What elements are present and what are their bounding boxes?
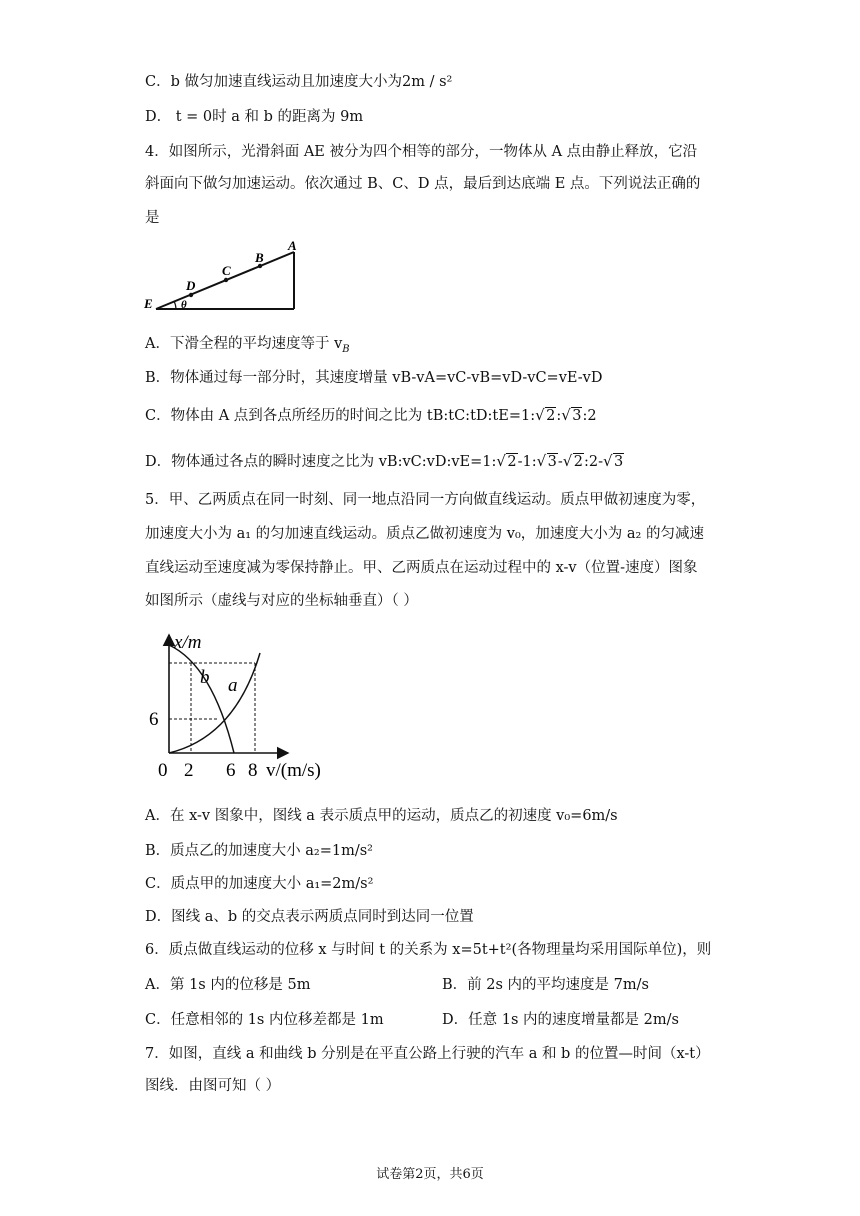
q5-x-axis-label: v/(m/s) [266,760,321,781]
q5-option-a: A．在 x-v 图象中，图线 a 表示质点甲的运动，质点乙的初速度 v₀=6m/s [145,808,618,824]
q5-stem-line4: 如图所示（虚线与对应的坐标轴垂直）（ ） [145,593,418,609]
q7-stem-line1: 7．如图，直线 a 和曲线 b 分别是在平直公路上行驶的汽车 a 和 b 的位置—时间（x-t） [145,1046,710,1062]
q5-curve-b [169,645,234,753]
q4-label-theta: θ [181,299,187,311]
q7-stem-line2: 图线．由图可知（ ） [145,1078,281,1094]
q5-label-a: a [228,675,238,696]
q5-y-axis-label: x/m [174,632,202,653]
q5-stem-line3: 直线运动至速度减为零保持静止。甲、乙两质点在运动过程中的 x-v（位置-速度）图象 [145,560,698,576]
q5-xv-graph [140,625,350,785]
q5-option-c: C．质点甲的加速度大小 a₁=2m/s² [145,876,374,892]
q4-label-c: C [222,263,231,278]
q5-curve-a [169,653,260,753]
q4-stem-line1: 4．如图所示，光滑斜面 AE 被分为四个相等的部分，一物体从 A 点由静止释放，它沿 [145,144,698,160]
q5-tick-8: 8 [248,760,258,781]
q4-label-a: A [288,240,297,253]
q4-option-d: D．物体通过各点的瞬时速度之比为 vB:vC:vD:vE=1:√ 2-1:√ 3-√ 2:2-√ 3 [145,452,624,472]
q6-option-b: B．前 2s 内的平均速度是 7m/s [442,977,649,993]
q3-option-d: D． t = 0时 a 和 b 的距离为 9m [145,109,364,125]
q4-option-a: A．下滑全程的平均速度等于 $v_B$ [145,336,350,355]
q5-tick-2: 2 [184,760,194,781]
q5-stem-line2: 加速度大小为 a₁ 的匀加速直线运动。质点乙做初速度为 v₀，加速度大小为 a₂ 的匀减速 [145,526,704,542]
q6-option-c: C．任意相邻的 1s 内位移差都是 1m [145,1012,384,1028]
page-footer: 试卷第2页，共6页 [376,1167,484,1182]
q4-incline-figure [140,240,310,320]
q4-label-d: D [186,278,196,293]
q6-stem: 6．质点做直线运动的位移 x 与时间 t 的关系为 x=5t+t²(各物理量均采用国际单位)，则 [145,942,712,958]
q5-tick-0: 0 [158,760,168,781]
q5-option-d: D．图线 a、b 的交点表示两质点同时到达同一位置 [145,909,474,925]
q5-stem-line1: 5．甲、乙两质点在同一时刻、同一地点沿同一方向做直线运动。质点甲做初速度为零， [145,492,706,508]
q4-option-c: C．物体由 A 点到各点所经历的时间之比为 tB:tC:tD:tE=1:√ 2:√ 3:2 [145,406,597,426]
q3-option-c: C．b 做匀加速直线运动且加速度大小为2m / s² [145,74,453,90]
q5-tick-6: 6 [226,760,236,781]
q4-stem-line3: 是 [145,210,160,226]
q4-option-b: B．物体通过每一部分时，其速度增量 vB-vA=vC-vB=vD-vC=vE-vD [145,370,603,386]
q5-option-b: B．质点乙的加速度大小 a₂=1m/s² [145,843,373,859]
q4-label-e: E [144,296,153,311]
q6-option-a: A．第 1s 内的位移是 5m [145,977,311,993]
q6-option-d: D．任意 1s 内的速度增量都是 2m/s [442,1012,679,1028]
q4-label-b: B [255,250,264,265]
q4-stem-line2: 斜面向下做匀加速运动。依次通过 B、C、D 点，最后到达底端 E 点。下列说法正确的 [145,176,701,192]
q5-label-b: b [200,667,210,688]
q5-tick-y6: 6 [149,709,159,730]
